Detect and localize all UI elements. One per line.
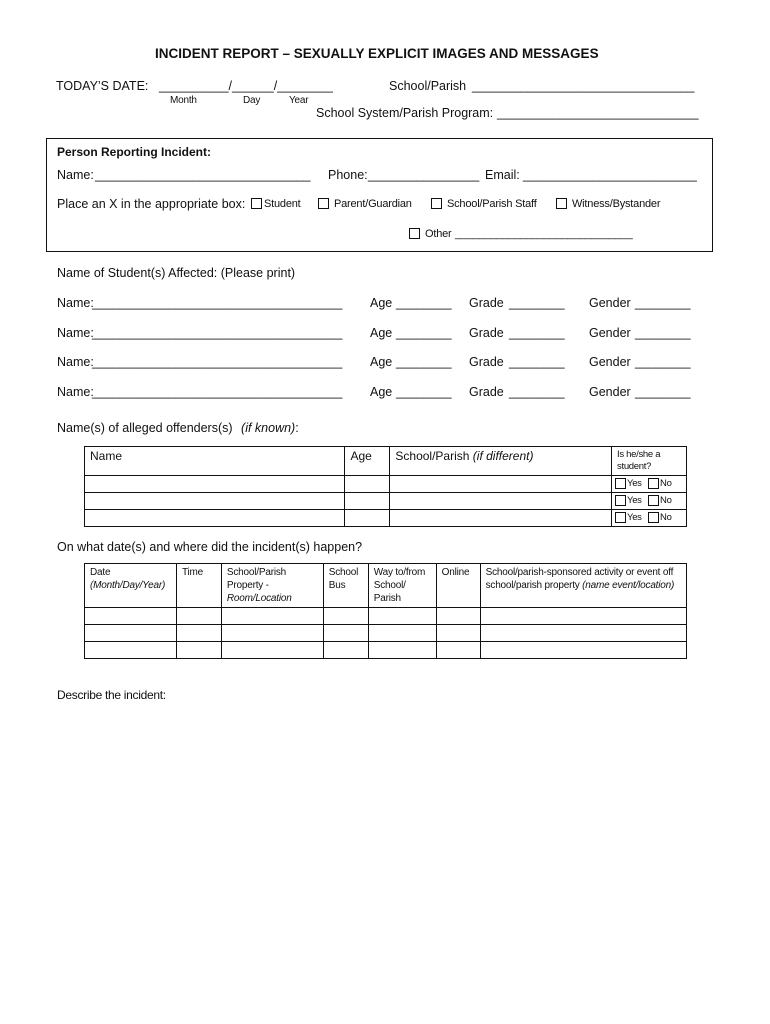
program-field[interactable]: _____________________________ [497, 106, 699, 120]
incident-way-cell[interactable] [368, 608, 436, 625]
incidents-col-date-format: (Month/Day/Year) [90, 580, 166, 591]
incidents-col-online-label: Online [441, 567, 470, 578]
incident-property-cell[interactable] [221, 642, 323, 659]
incident-time-cell[interactable] [176, 608, 221, 625]
incidents-col-way-label: Way to/from School/ Parish [373, 567, 426, 604]
offender-student-cell [612, 493, 687, 510]
incidents-row [85, 642, 687, 659]
offenders-col-school [390, 447, 612, 476]
year-label: Year [289, 95, 309, 106]
other-field[interactable]: ______________________________ [455, 228, 633, 240]
describe-label: Describe the incident: [57, 688, 166, 702]
student-name-field[interactable]: ____________________________________ [92, 355, 343, 369]
student-name-field[interactable]: ____________________________________ [92, 326, 343, 340]
place-x-label: Place an X in the appropriate box: [57, 197, 246, 211]
student-grade-field[interactable]: ________ [509, 296, 565, 310]
incidents-col-activity [480, 564, 686, 608]
offender-yes-label: Yes [627, 478, 642, 489]
incidents-col-time [176, 564, 221, 608]
school-staff-checkbox[interactable] [431, 198, 442, 209]
offender-no-checkbox[interactable] [648, 512, 659, 523]
offenders-row [85, 510, 687, 527]
student-gender-label: Gender [589, 296, 631, 310]
student-grade-label: Grade [469, 355, 504, 369]
student-gender-label: Gender [589, 355, 631, 369]
incident-way-cell[interactable] [368, 625, 436, 642]
offenders-row [85, 476, 687, 493]
student-name-field[interactable]: ____________________________________ [92, 296, 343, 310]
student-grade-field[interactable]: ________ [509, 326, 565, 340]
student-grade-field[interactable]: ________ [509, 355, 565, 369]
student-grade-label: Grade [469, 326, 504, 340]
incident-activity-cell[interactable] [480, 642, 686, 659]
student-name-label: Name: [57, 355, 94, 369]
offender-school-cell[interactable] [390, 493, 612, 510]
incidents-col-property-sub: Room/Location [226, 593, 292, 604]
reporter-name-label: Name: [57, 168, 94, 182]
incident-online-cell[interactable] [436, 642, 480, 659]
offenders-col-name [85, 447, 345, 476]
student-gender-field[interactable]: ________ [635, 296, 691, 310]
incidents-col-property-label [222, 564, 323, 607]
reporter-phone-field[interactable]: ________________ [368, 168, 480, 182]
incident-online-cell[interactable] [436, 625, 480, 642]
offender-age-cell[interactable] [345, 476, 390, 493]
offender-yes-label: Yes [627, 512, 642, 523]
student-age-label: Age [370, 326, 393, 340]
offenders-col-school-label [390, 447, 611, 465]
incidents-col-way [368, 564, 436, 608]
incidents-col-property-text: School/Parish Property - [226, 567, 287, 591]
student-age-field[interactable]: ________ [396, 355, 452, 369]
offenders-col-student [612, 447, 687, 476]
reporter-email-label: Email: [485, 168, 520, 182]
offender-no-checkbox[interactable] [648, 478, 659, 489]
incident-time-cell[interactable] [176, 642, 221, 659]
incident-activity-cell[interactable] [480, 625, 686, 642]
student-gender-field[interactable]: ________ [635, 326, 691, 340]
incident-property-cell[interactable] [221, 608, 323, 625]
student-grade-field[interactable]: ________ [509, 385, 565, 399]
school-parish-field[interactable]: ________________________________ [472, 79, 695, 93]
offender-no-label: No [660, 478, 672, 489]
student-age-label: Age [370, 355, 393, 369]
other-option-label: Other [425, 228, 452, 240]
student-age-label: Age [370, 296, 393, 310]
offender-yes-checkbox[interactable] [615, 512, 626, 523]
incident-date-cell[interactable] [85, 642, 177, 659]
incident-way-cell[interactable] [368, 642, 436, 659]
offenders-col-age [345, 447, 390, 476]
offenders-col-name-label: Name [90, 449, 123, 463]
day-label: Day [243, 95, 261, 106]
student-name-label: Name: [57, 326, 94, 340]
incidents-row [85, 608, 687, 625]
student-gender-field[interactable]: ________ [635, 385, 691, 399]
incidents-table [84, 563, 687, 659]
incident-online-cell[interactable] [436, 608, 480, 625]
witness-bystander-option-label: Witness/Bystander [572, 198, 661, 210]
program-label: School System/Parish Program: [316, 106, 494, 120]
reporter-name-field[interactable]: _______________________________ [95, 168, 311, 182]
incident-bus-cell[interactable] [323, 608, 368, 625]
school-staff-option-label: School/Parish Staff [447, 198, 537, 210]
student-age-field[interactable]: ________ [396, 296, 452, 310]
incident-activity-cell[interactable] [480, 608, 686, 625]
incidents-col-activity-text: School/parish-sponsored activity or event off school/parish property [485, 567, 674, 591]
reporter-email-field[interactable]: _________________________ [523, 168, 697, 182]
offender-yes-checkbox[interactable] [615, 478, 626, 489]
offender-no-checkbox[interactable] [648, 495, 659, 506]
offenders-heading-known: (if known) [241, 421, 296, 435]
offender-age-cell[interactable] [345, 510, 390, 527]
student-gender-label: Gender [589, 326, 631, 340]
incidents-col-property [221, 564, 323, 608]
offender-school-cell[interactable] [390, 510, 612, 527]
student-age-field[interactable]: ________ [396, 326, 452, 340]
offender-yes-checkbox[interactable] [615, 495, 626, 506]
reporter-section-title: Person Reporting Incident: [57, 145, 212, 159]
offender-no-label: No [660, 495, 672, 506]
offenders-col-school-text: School/Parish [395, 449, 470, 463]
student-name-field[interactable]: ____________________________________ [92, 385, 343, 399]
offenders-heading-text: Name(s) of alleged offenders(s) [57, 421, 233, 435]
offender-student-cell [612, 510, 687, 527]
incidents-col-time-label: Time [181, 567, 204, 578]
students-heading: Name of Student(s) Affected: (Please print) [57, 266, 296, 280]
incidents-header-row [85, 564, 687, 608]
incidents-heading: On what date(s) and where did the incident(s) happen? [57, 540, 363, 554]
incidents-col-activity-label [481, 564, 686, 594]
offender-name-cell[interactable] [85, 510, 345, 527]
incidents-col-online [436, 564, 480, 608]
parent-guardian-checkbox[interactable] [318, 198, 329, 209]
incidents-col-activity-note: (name event/location) [582, 580, 675, 591]
incident-bus-cell[interactable] [323, 642, 368, 659]
parent-guardian-option-label: Parent/Guardian [334, 198, 412, 210]
student-grade-label: Grade [469, 296, 504, 310]
student-grade-label: Grade [469, 385, 504, 399]
offender-no-label: No [660, 512, 672, 523]
offenders-heading [57, 421, 299, 435]
offender-name-cell[interactable] [85, 493, 345, 510]
offenders-heading-colon: : [295, 421, 299, 435]
witness-bystander-checkbox[interactable] [556, 198, 567, 209]
month-label: Month [170, 95, 197, 106]
student-age-label: Age [370, 385, 393, 399]
incidents-col-date-label [85, 564, 176, 594]
incidents-col-date [85, 564, 177, 608]
offenders-table [84, 446, 687, 527]
incident-date-cell[interactable] [85, 625, 177, 642]
incidents-row [85, 625, 687, 642]
offenders-col-student-label: Is he/she a student? [617, 449, 661, 472]
school-parish-label: School/Parish [389, 79, 467, 93]
offender-yes-label: Yes [627, 495, 642, 506]
offenders-row [85, 493, 687, 510]
incident-time-cell[interactable] [176, 625, 221, 642]
offenders-header-row [85, 447, 687, 476]
page-title: INCIDENT REPORT – SEXUALLY EXPLICIT IMAGES AND MESSAGES [155, 46, 599, 61]
offender-school-cell[interactable] [390, 476, 612, 493]
reporter-phone-label: Phone: [328, 168, 368, 182]
offenders-col-age-label: Age [350, 449, 372, 463]
offender-name-cell[interactable] [85, 476, 345, 493]
student-age-field[interactable]: ________ [396, 385, 452, 399]
student-gender-field[interactable]: ________ [635, 355, 691, 369]
student-option-label: Student [264, 198, 301, 210]
offender-student-cell [612, 476, 687, 493]
other-checkbox[interactable] [409, 228, 420, 239]
describe-field[interactable] [57, 708, 707, 998]
todays-date-label: TODAY’S DATE: [56, 79, 149, 93]
offenders-col-school-note: (if different) [472, 449, 534, 463]
incidents-col-date-text: Date [90, 567, 111, 578]
date-field[interactable]: __________/______/________ [159, 79, 333, 93]
incidents-col-bus [323, 564, 368, 608]
offender-age-cell[interactable] [345, 493, 390, 510]
incident-property-cell[interactable] [221, 625, 323, 642]
student-name-label: Name: [57, 296, 94, 310]
student-checkbox[interactable] [251, 198, 262, 209]
incident-date-cell[interactable] [85, 608, 177, 625]
student-gender-label: Gender [589, 385, 631, 399]
incidents-col-bus-label: School Bus [328, 567, 359, 591]
student-name-label: Name: [57, 385, 94, 399]
incident-bus-cell[interactable] [323, 625, 368, 642]
